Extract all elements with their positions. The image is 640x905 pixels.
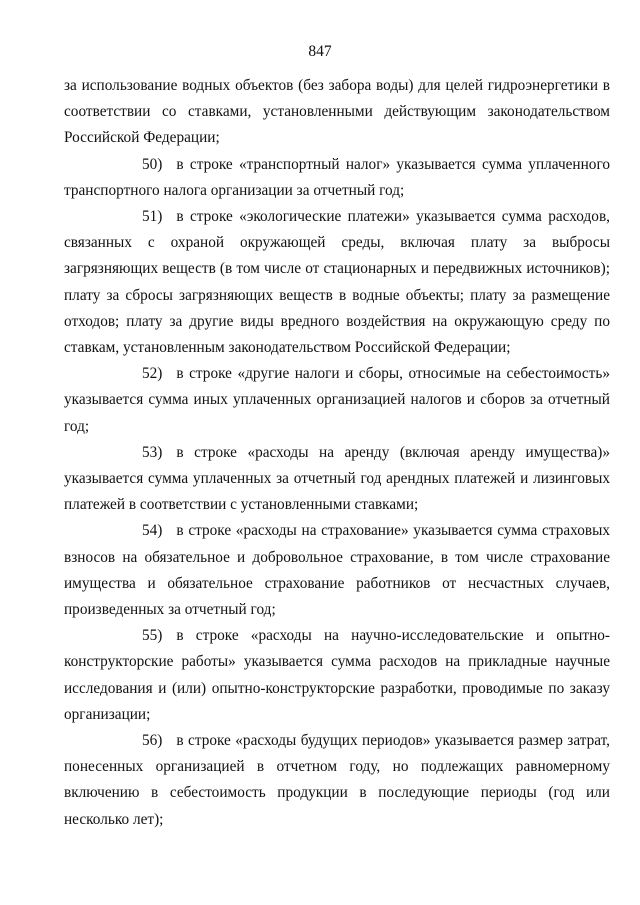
paragraph-item-50 (64, 152, 610, 204)
item-number: 55) (142, 627, 163, 645)
paragraph-text: в строке «экологические платежи» указывается сумма расходов, связанных с охраной окружающей среды, включая плату за выбросы загрязняющих веществ (в том числе от стационарных и передвижных источников); плату за сбросы загрязняющих веществ в водные объекты; плату за размещение отходов; плату за другие виды вредного воздействия на окружающую среду по ставкам, установленным законодательством Российской Федерации; (64, 208, 610, 357)
paragraph-text: в строке «другие налоги и сборы, относимые на себестоимость» указывается сумма иных уплаченных организацией налогов и сборов за отчетный год; (64, 365, 610, 435)
paragraph-item-56 (64, 728, 610, 833)
paragraph-continuation (64, 73, 610, 152)
paragraph-item-55 (64, 623, 610, 728)
page-number: 847 (308, 43, 332, 60)
item-number: 52) (142, 365, 163, 383)
paragraph-item-53 (64, 440, 610, 519)
body-text (64, 73, 610, 833)
paragraph-item-54 (64, 518, 610, 623)
paragraph-text: в строке «расходы на научно-исследовательские и опытно-конструкторские работы» указывается сумма расходов на прикладные научные исследования и (или) опытно-конструкторские разработки, проводимые по заказу организации; (64, 627, 610, 723)
item-number: 51) (142, 208, 163, 226)
item-number: 53) (142, 443, 163, 461)
paragraph-text: в строке «расходы на аренду (включая аренду имущества)» указывается сумма уплаченных за отчетный год арендных платежей и лизинговых платежей в соответствии с установленными ставками; (64, 443, 610, 514)
item-number: 56) (142, 732, 163, 750)
item-number: 54) (142, 522, 163, 540)
paragraph-text: в строке «расходы на страхование» указывается сумма страховых взносов на обязательное и добровольное страхование, в том числе страхование имущества и обязательное страхование работников от несчастных случаев, произведенных за отчетный год; (64, 522, 610, 619)
paragraph-text: в строке «расходы будущих периодов» указывается размер затрат, понесенных организацией в отчетном году, но подлежащих равномерному включению в себестоимость продукции в последующие периоды (год или несколько лет); (64, 732, 610, 828)
paragraph-text: за использование водных объектов (без забора воды) для целей гидроэнергетики в соответствии со ставками, установленными действующим законодательством Российской Федерации; (64, 77, 610, 147)
paragraph-item-51 (64, 204, 610, 361)
paragraph-item-52 (64, 361, 610, 440)
paragraph-text: в строке «транспортный налог» указывается сумма уплаченного транспортного налога организации за отчетный год; (64, 155, 610, 199)
item-number: 50) (142, 155, 163, 173)
